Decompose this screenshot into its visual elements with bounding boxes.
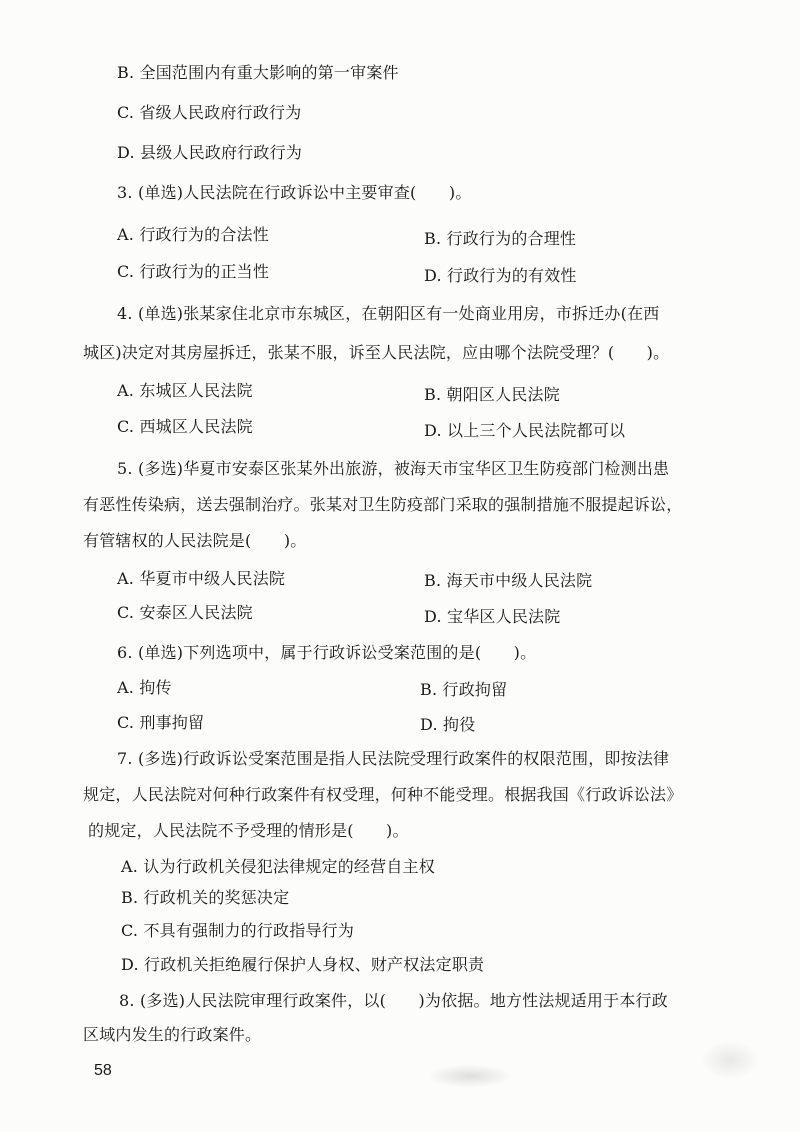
question-5-line-3: 有管辖权的人民法院是( )。: [83, 531, 307, 550]
option-6b: B. 行政拘留: [420, 680, 508, 699]
page-number: 58: [94, 1062, 112, 1079]
option-7d: D. 行政机关拒绝履行保护人身权、财产权法定职责: [121, 955, 485, 974]
option-7b: B. 行政机关的奖惩决定: [121, 888, 290, 907]
scan-smudge: [430, 1065, 510, 1087]
question-5-line-2: 有恶性传染病，送去强制治疗。张某对卫生防疫部门采取的强制措施不服提起诉讼，: [83, 495, 683, 514]
option-3c: C. 行政行为的正当性: [117, 262, 270, 281]
option-6a: A. 拘传: [117, 678, 172, 697]
question-7-line-3: 的规定，人民法院不予受理的情形是( )。: [88, 821, 409, 840]
option-7a: A. 认为行政机关侵犯法律规定的经营自主权: [121, 857, 435, 876]
option-7c: C. 不具有强制力的行政指导行为: [121, 921, 355, 940]
option-5a: A. 华夏市中级人民法院: [117, 569, 286, 588]
question-6: 6. (单选)下列选项中，属于行政诉讼受案范围的是( )。: [117, 643, 537, 662]
option-5c: C. 安泰区人民法院: [117, 603, 253, 622]
option-4b: B. 朝阳区人民法院: [424, 385, 560, 404]
option-3d: D. 行政行为的有效性: [424, 266, 577, 285]
question-3: 3. (单选)人民法院在行政诉讼中主要审查( )。: [117, 183, 472, 202]
option-2c: C. 省级人民政府行政行为: [117, 103, 302, 122]
question-8-line-2: 区域内发生的行政案件。: [83, 1025, 262, 1044]
option-6c: C. 刑事拘留: [117, 713, 205, 732]
option-2d: D. 县级人民政府行政行为: [117, 143, 303, 162]
option-6d: D. 拘役: [420, 715, 476, 734]
question-4-line-2: 城区)决定对其房屋拆迁，张某不服，诉至人民法院，应由哪个法院受理？( )。: [83, 343, 670, 362]
option-4a: A. 东城区人民法院: [117, 381, 253, 400]
option-4d: D. 以上三个人民法院都可以: [424, 421, 626, 440]
question-7-line-2: 规定，人民法院对何种行政案件有权受理，何种不能受理。根据我国《行政诉讼法》: [83, 785, 683, 804]
option-4c: C. 西城区人民法院: [117, 417, 253, 436]
question-8-line-1: 8. (多选)人民法院审理行政案件，以( )为依据。地方性法规适用于本行政: [119, 991, 668, 1010]
scan-smudge-corner: [700, 1040, 760, 1080]
option-3b: B. 行政行为的合理性: [424, 229, 577, 248]
question-7-line-1: 7. (多选)行政诉讼受案范围是指人民法院受理行政案件的权限范围，即按法律: [117, 749, 670, 768]
option-5d: D. 宝华区人民法院: [424, 607, 561, 626]
option-5b: B. 海天市中级人民法院: [424, 571, 593, 590]
question-5-line-1: 5. (多选)华夏市安泰区张某外出旅游，被海天市宝华区卫生防疫部门检测出患: [117, 459, 670, 478]
question-4-line-1: 4. (单选)张某家住北京市东城区，在朝阳区有一处商业用房，市拆迁办(在西: [117, 304, 660, 323]
option-3a: A. 行政行为的合法性: [117, 225, 269, 244]
option-2b: B. 全国范围内有重大影响的第一审案件: [117, 63, 399, 82]
